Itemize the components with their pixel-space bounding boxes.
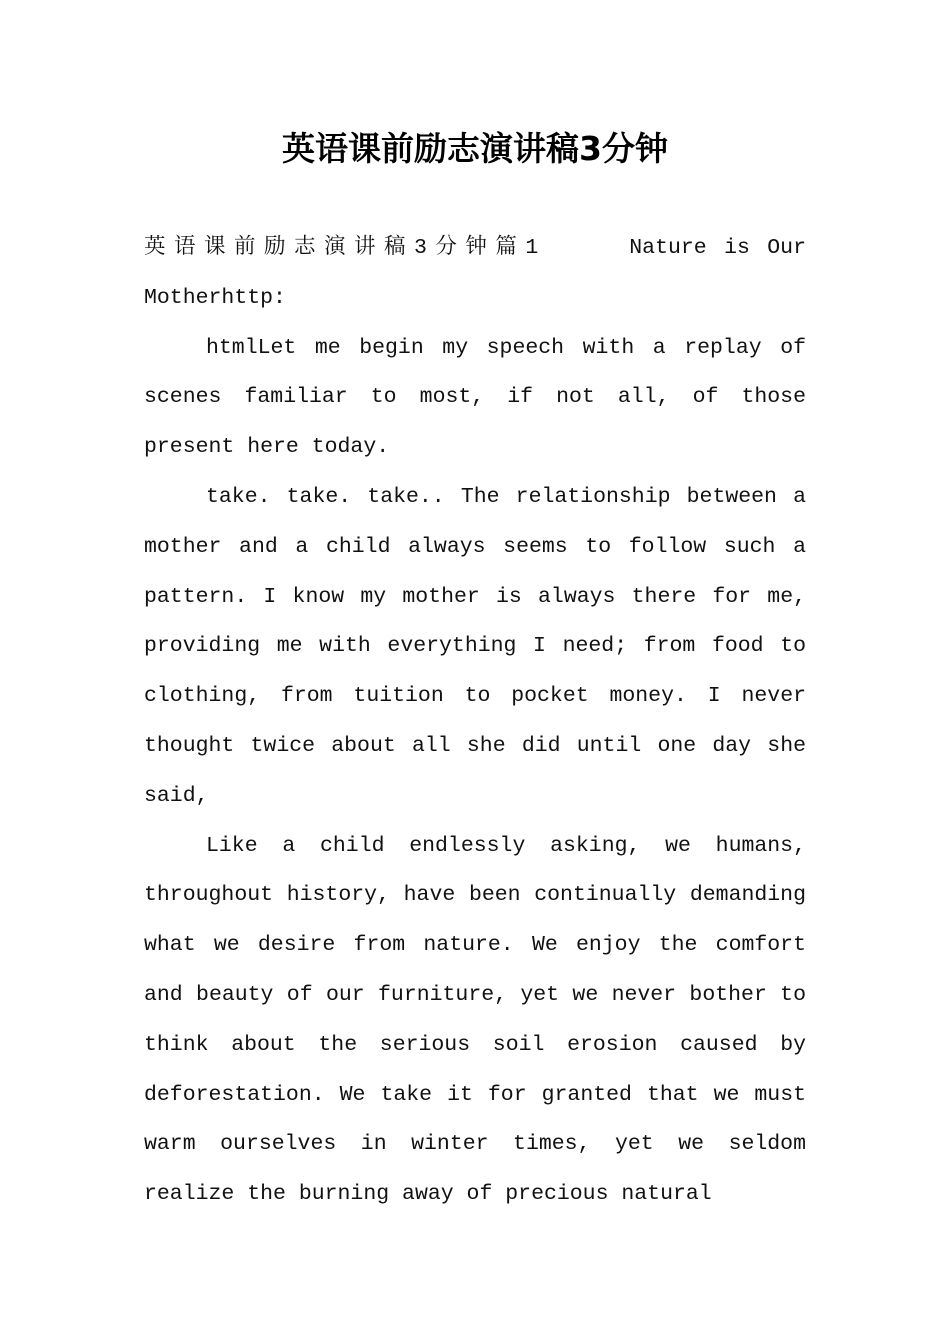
paragraph-3: take. take. take.. The relationship between a mother and a child always seems to follow such a pattern. I know my mother is always there for me, providing me with everything I need; from food to clothing, from tuition to pocket money. I never thought twice about all she did until one day she said, (144, 484, 806, 808)
paragraph-2: htmlLet me begin my speech with a replay of scenes familiar to most, if not all, of those present here today. (144, 335, 806, 460)
paragraph-1 (144, 224, 806, 324)
section-heading: 英语课前励志演讲稿3分钟篇1 (144, 236, 543, 260)
paragraph-text: Nature is Our Motherhttp: (144, 236, 806, 310)
document-title: 英语课前励志演讲稿3分钟 (282, 129, 668, 168)
paragraph-4: Like a child endlessly asking, we humans, throughout history, have been continually demanding what we desire from nature. We enjoy the comfort and beauty of our furniture, yet we never bother to think about the serious soil erosion caused by deforestation. We take it for granted that we must warm ourselves in winter times, yet we seldom realize the burning away of precious natural (144, 833, 806, 1207)
document-body (144, 224, 806, 1220)
